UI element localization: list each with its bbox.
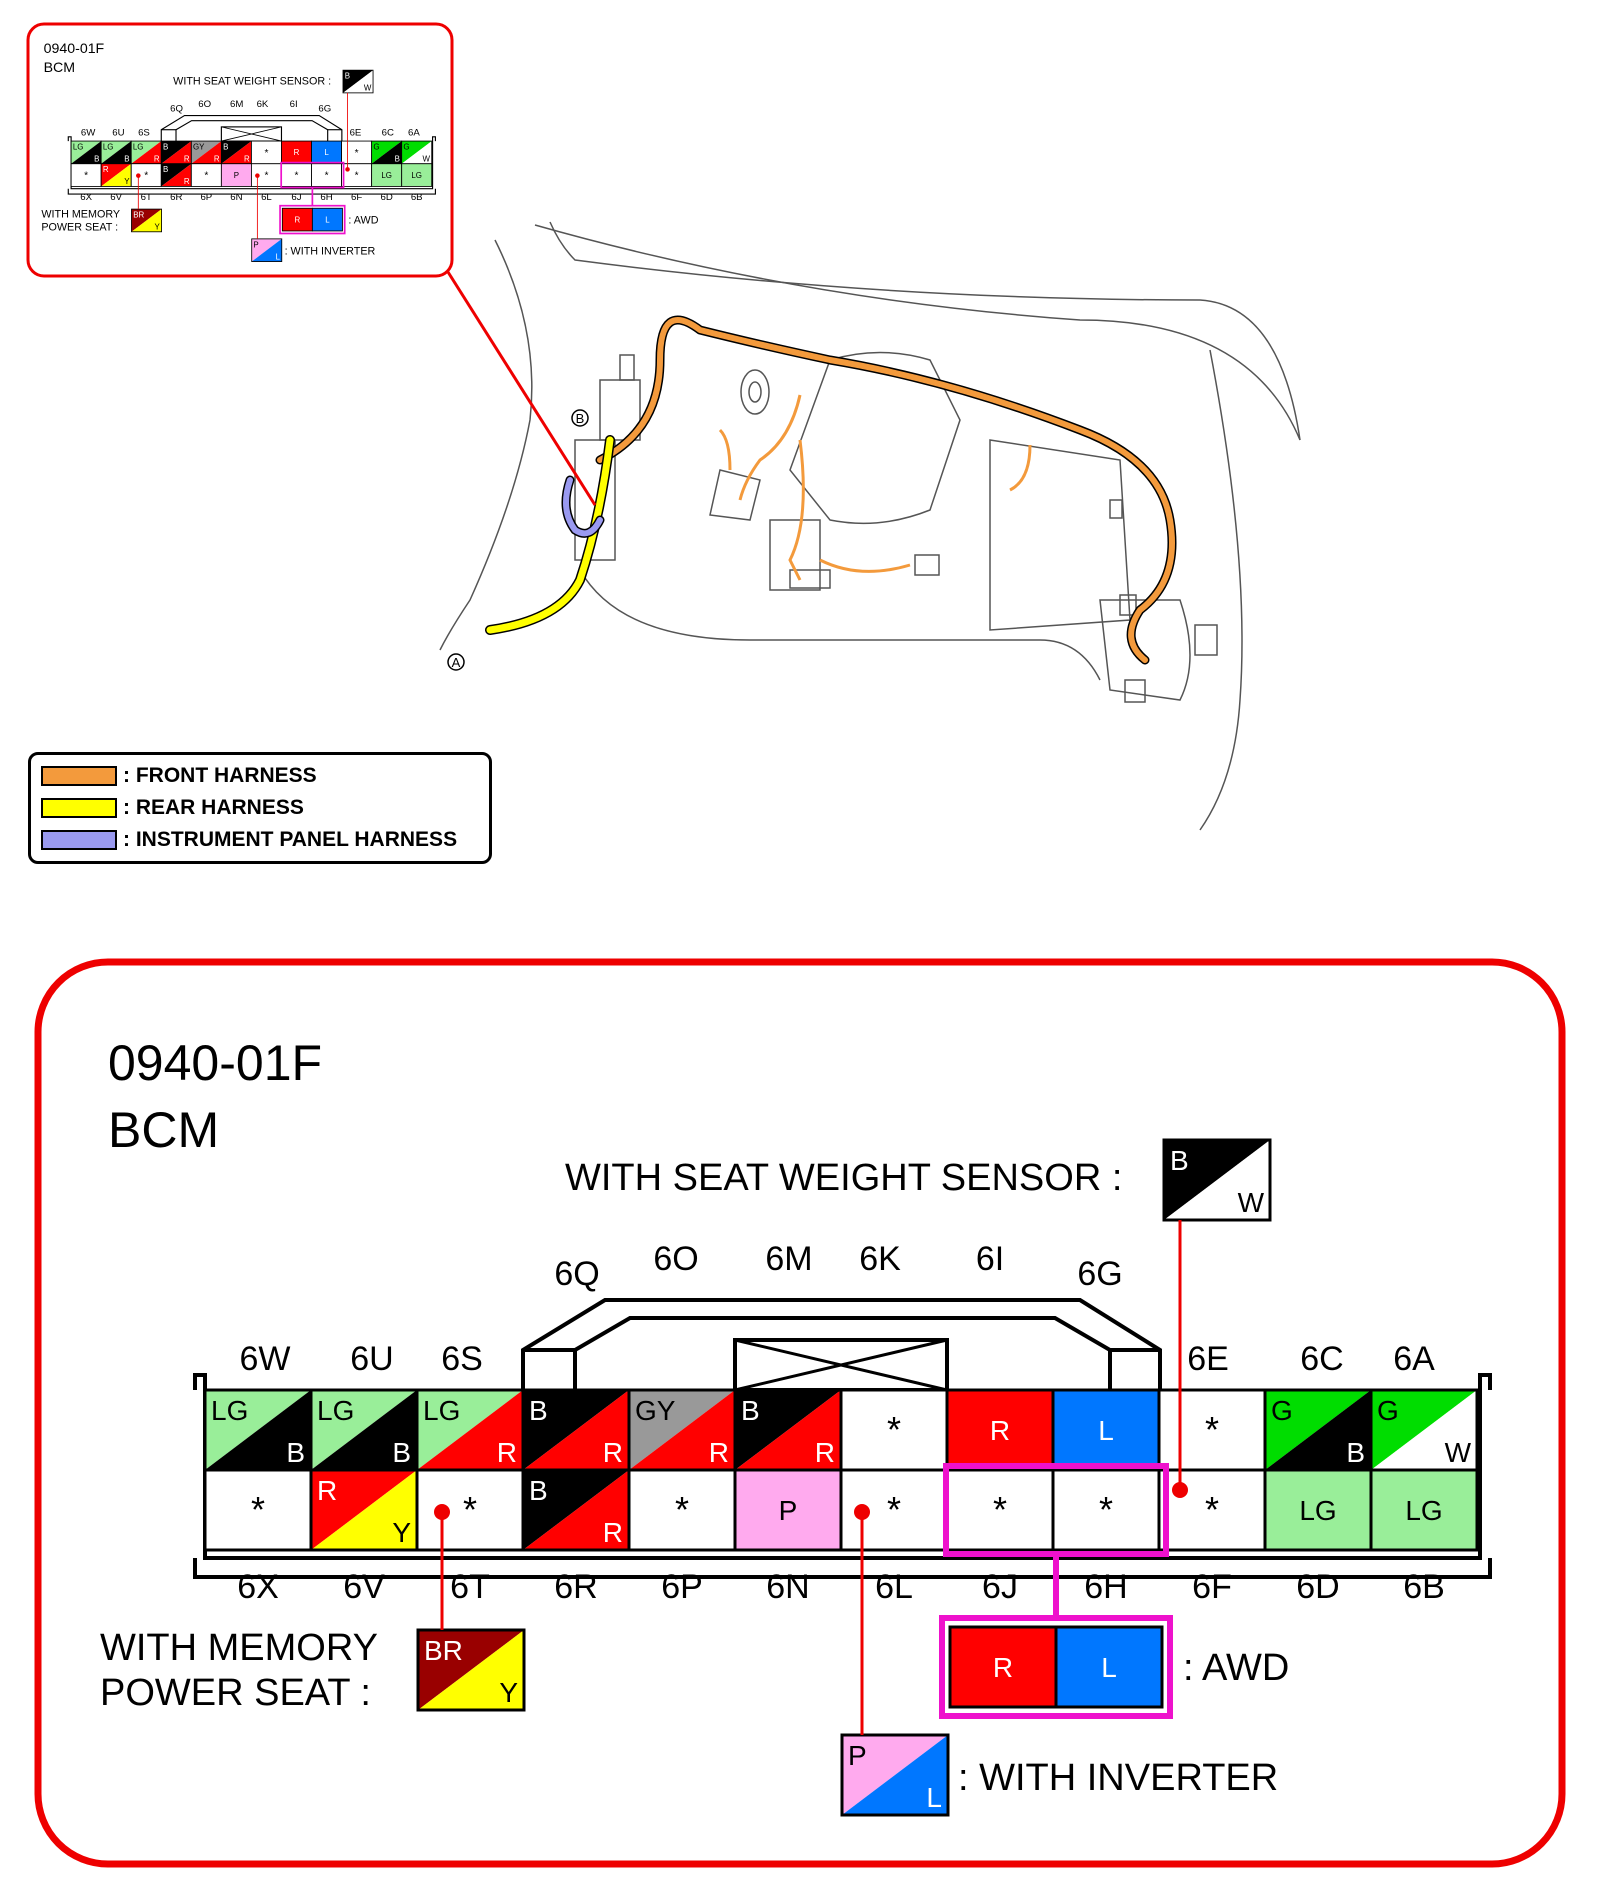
cavity-label: 6N — [230, 192, 243, 204]
cavity-label: 6Q — [170, 103, 184, 115]
cavity-label: 6A — [407, 127, 420, 139]
cavity-label: 6I — [975, 1240, 1005, 1278]
wire-stripe-label: R — [183, 177, 190, 187]
memory-power-seat-swatch — [418, 1630, 524, 1710]
cavity-label: 6U — [112, 127, 125, 139]
cavity-label: 6V — [343, 1568, 385, 1606]
wire-stripe-label: W — [363, 83, 372, 93]
unused-pin-mark: * — [264, 147, 269, 159]
wire-color-label: LG — [1405, 1495, 1443, 1526]
wire-stripe-label: R — [496, 1437, 517, 1468]
cavity-label: 6K — [256, 99, 269, 111]
cavity-label: 6Q — [554, 1255, 600, 1293]
cavity-label: 6T — [450, 1568, 490, 1606]
callout-b: B — [575, 411, 585, 426]
connector-code: 0940-01F — [108, 1035, 323, 1091]
wire-color-label: R — [992, 1652, 1014, 1683]
wire-color-label: R — [317, 1475, 338, 1506]
wire-stripe-label: R — [602, 1517, 623, 1548]
terminal-cell — [523, 1390, 629, 1470]
cavity-label: 6O — [198, 99, 212, 111]
terminal-cell — [1159, 1470, 1265, 1550]
wire-stripe-label: W — [1444, 1437, 1471, 1468]
connector-code: 0940-01F — [43, 41, 105, 58]
cavity-label: 6C — [1300, 1340, 1344, 1378]
seat-weight-sensor-label: WITH SEAT WEIGHT SENSOR : — [173, 75, 332, 88]
cavity-label: 6T — [140, 192, 152, 204]
wire-color-label: GY — [635, 1395, 676, 1426]
awd-cell-r — [950, 1627, 1056, 1707]
wire-color-label: B — [223, 142, 229, 152]
terminal-cell — [1371, 1390, 1477, 1470]
unused-pin-mark: * — [1098, 1489, 1114, 1530]
terminal-cell — [1265, 1470, 1371, 1550]
wire-stripe-label: W — [1237, 1187, 1264, 1218]
memory-power-seat-label-1: WITH MEMORY — [100, 1627, 378, 1669]
cavity-label: 6W — [80, 127, 96, 139]
unused-pin-mark: * — [886, 1409, 902, 1450]
cavity-label: 6A — [1393, 1340, 1435, 1378]
terminal-cell — [311, 1390, 417, 1470]
wire-color-label: LG — [102, 142, 114, 152]
unused-pin-mark: * — [674, 1489, 690, 1530]
connector-name: BCM — [108, 1102, 220, 1158]
unused-pin-mark: * — [886, 1489, 902, 1530]
wire-color-label: LG — [132, 142, 144, 152]
wire-color-label: B — [1170, 1145, 1189, 1176]
wire-color-label: P — [233, 170, 240, 180]
unused-pin-mark: * — [144, 170, 149, 182]
cavity-label: 6F — [350, 192, 363, 204]
wire-stripe-label: R — [814, 1437, 835, 1468]
wire-color-label: P — [848, 1740, 867, 1771]
awd-cell-l — [1056, 1627, 1162, 1707]
wire-color-label: BR — [133, 210, 145, 220]
unused-pin-mark: * — [84, 170, 89, 182]
wire-color-label: G — [403, 142, 410, 152]
unused-pin-mark: * — [1204, 1489, 1220, 1530]
wire-stripe-label: R — [183, 154, 190, 164]
cavity-label: 6I — [289, 99, 298, 111]
wire-color-label: GY — [193, 142, 205, 152]
cavity-label: 6E — [1187, 1340, 1229, 1378]
wire-color-label: B — [162, 142, 169, 152]
wire-color-label: L — [324, 148, 329, 158]
unused-pin-mark: * — [354, 170, 359, 182]
legend-label-rear: : REAR HARNESS — [123, 796, 304, 819]
wire-stripe-label: B — [394, 154, 400, 164]
cavity-label: 6P — [661, 1568, 703, 1606]
wire-stripe-label: W — [422, 154, 431, 164]
cavity-label: 6B — [410, 192, 423, 204]
wire-color-label: BR — [424, 1635, 463, 1666]
cavity-label: 6K — [859, 1240, 901, 1278]
awd-label: : AWD — [348, 214, 379, 227]
wire-color-label: B — [529, 1395, 548, 1426]
terminal-cell — [947, 1390, 1053, 1470]
wire-color-label: R — [294, 215, 301, 225]
wire-color-label: LG — [423, 1395, 461, 1426]
cavity-label: 6F — [1192, 1568, 1232, 1606]
cavity-label: 6V — [110, 192, 123, 204]
wire-stripe-label: B — [124, 154, 130, 164]
cavity-label: 6N — [766, 1568, 810, 1606]
cavity-label: 6J — [982, 1568, 1018, 1606]
cavity-label: 6B — [1403, 1568, 1445, 1606]
terminal-cell — [1159, 1390, 1265, 1470]
terminal-cell — [629, 1470, 735, 1550]
legend-label-instrument-panel: : INSTRUMENT PANEL HARNESS — [123, 828, 458, 851]
cavity-label: 6H — [1084, 1568, 1128, 1606]
wire-stripe-label: B — [286, 1437, 305, 1468]
wire-stripe-label: R — [708, 1437, 729, 1468]
terminal-cell — [1265, 1390, 1371, 1470]
terminal-cell — [1053, 1390, 1159, 1470]
wire-stripe-label: R — [213, 154, 220, 164]
cavity-label: 6L — [875, 1568, 913, 1606]
terminal-cell — [1053, 1470, 1159, 1550]
wire-color-label: L — [325, 215, 330, 225]
wire-color-label: L — [1101, 1652, 1117, 1683]
cavity-label: 6O — [653, 1240, 699, 1278]
inverter-swatch — [842, 1735, 948, 1815]
cavity-label: 6C — [381, 127, 394, 139]
wire-color-label: LG — [72, 142, 84, 152]
terminal-cell — [841, 1390, 947, 1470]
cavity-label: 6D — [380, 192, 393, 204]
wire-color-label: R — [989, 1415, 1011, 1446]
cavity-label: 6D — [1296, 1568, 1340, 1606]
awd-label: : AWD — [1183, 1647, 1290, 1689]
terminal-cell — [1371, 1470, 1477, 1550]
cavity-label: 6H — [320, 192, 333, 204]
terminal-cell — [629, 1390, 735, 1470]
cavity-label: 6G — [1077, 1255, 1123, 1293]
seat-weight-sensor-label: WITH SEAT WEIGHT SENSOR : — [565, 1157, 1123, 1199]
wire-color-label: B — [529, 1475, 548, 1506]
terminal-cell — [947, 1470, 1053, 1550]
unused-pin-mark: * — [1204, 1409, 1220, 1450]
wire-color-label: B — [344, 71, 350, 81]
terminal-cell — [735, 1390, 841, 1470]
memory-power-seat-label-2: POWER SEAT : — [41, 221, 119, 234]
unused-pin-mark: * — [992, 1489, 1008, 1530]
unused-pin-mark: * — [204, 170, 209, 182]
wire-color-label: R — [102, 165, 109, 175]
memory-power-seat-label-2: POWER SEAT : — [100, 1672, 371, 1714]
seat-weight-sensor-swatch — [1164, 1140, 1270, 1220]
cavity-label: 6E — [349, 127, 362, 139]
wire-stripe-label: Y — [124, 177, 130, 187]
cavity-label: 6M — [229, 99, 244, 111]
cavity-label: 6S — [441, 1340, 483, 1378]
wire-color-label: LG — [381, 170, 392, 180]
callout-a: A — [451, 655, 461, 670]
legend-label-front: : FRONT HARNESS — [123, 764, 317, 787]
terminal-cell — [735, 1470, 841, 1550]
terminal-cell — [417, 1470, 523, 1550]
wire-stripe-label: R — [153, 154, 160, 164]
unused-pin-mark: * — [462, 1489, 478, 1530]
wire-stripe-label: B — [1346, 1437, 1365, 1468]
cavity-label: 6R — [554, 1568, 598, 1606]
wire-color-label: B — [741, 1395, 760, 1426]
terminal-cell — [311, 1470, 417, 1550]
wire-stripe-label: Y — [154, 222, 160, 232]
unused-pin-mark: * — [354, 147, 359, 159]
unused-pin-mark: * — [250, 1489, 266, 1530]
cavity-label: 6U — [350, 1340, 394, 1378]
unused-pin-mark: * — [264, 170, 269, 182]
cavity-label: 6M — [765, 1240, 813, 1278]
memory-power-seat-label-1: WITH MEMORY — [41, 208, 121, 221]
cavity-label: 6P — [200, 192, 213, 204]
cavity-label: 6W — [239, 1340, 291, 1378]
wire-color-label: R — [293, 148, 300, 158]
unused-pin-mark: * — [294, 170, 299, 182]
wire-color-label: LG — [411, 170, 422, 180]
cavity-label: 6X — [80, 192, 93, 204]
inverter-label: : WITH INVERTER — [284, 245, 376, 258]
cavity-label: 6S — [138, 127, 150, 139]
wire-stripe-label: Y — [392, 1517, 411, 1548]
wire-color-label: LG — [211, 1395, 249, 1426]
wire-color-label: P — [778, 1495, 798, 1526]
cavity-label: 6L — [261, 192, 272, 204]
cavity-label: 6J — [291, 192, 302, 204]
connector-name: BCM — [43, 60, 76, 77]
wire-stripe-label: B — [392, 1437, 411, 1468]
wire-color-label: LG — [1299, 1495, 1337, 1526]
wire-stripe-label: R — [602, 1437, 623, 1468]
wire-color-label: LG — [317, 1395, 355, 1426]
terminal-cell — [417, 1390, 523, 1470]
wire-color-label: P — [253, 240, 259, 250]
cavity-label: 6R — [170, 192, 183, 204]
wire-stripe-label: L — [275, 252, 281, 262]
inverter-label: : WITH INVERTER — [958, 1757, 1279, 1799]
terminal-cell — [205, 1470, 311, 1550]
terminal-cell — [523, 1470, 629, 1550]
wire-stripe-label: R — [243, 154, 250, 164]
wire-stripe-label: Y — [499, 1677, 518, 1708]
wire-color-label: G — [1377, 1395, 1399, 1426]
wire-color-label: L — [1098, 1415, 1114, 1446]
wire-stripe-label: L — [926, 1782, 942, 1813]
cavity-label: 6G — [318, 103, 332, 115]
wire-color-label: G — [373, 142, 380, 152]
terminal-cell — [205, 1390, 311, 1470]
cavity-label: 6X — [237, 1568, 279, 1606]
wire-color-label: B — [162, 165, 169, 175]
wire-color-label: G — [1271, 1395, 1293, 1426]
wire-stripe-label: B — [94, 154, 100, 164]
unused-pin-mark: * — [324, 170, 329, 182]
